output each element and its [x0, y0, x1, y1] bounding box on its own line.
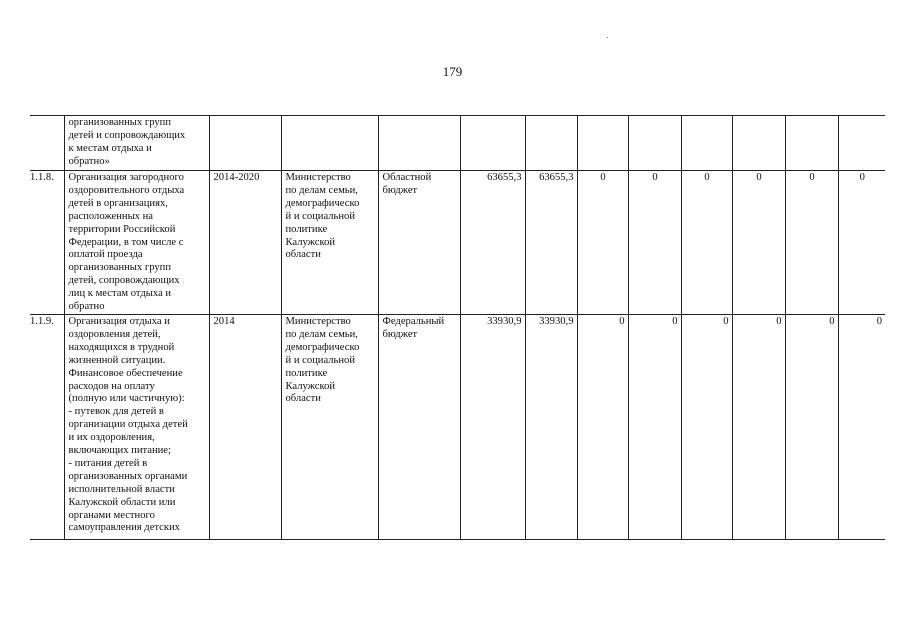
cell-2016: 0: [628, 314, 681, 539]
cell-num: 1.1.9.: [30, 314, 64, 539]
cell-2019: [785, 116, 838, 171]
cell-2014: 63655,3: [525, 171, 577, 315]
cell-name: Организация отдыха и оздоровления детей, находящихся в трудной жизненной ситуации. Финансовое обеспечение расходов на оплату (полную или частичную): - путевок для детей в организации отдыха детей и их оздоровления, включающих питание; - питания детей в организованных органами исполнительной власти Калужской области или органами местного самоуправления детских: [64, 314, 209, 539]
cell-source: Областной бюджет: [378, 171, 460, 315]
page-number: 179: [442, 64, 463, 79]
cell-num: 1.1.8.: [30, 171, 64, 315]
cell-2018: 0: [732, 171, 785, 315]
cell-name: организованных групп детей и сопровождающих к местам отдыха и обратно»: [64, 116, 209, 171]
cell-2020: 0: [838, 314, 885, 539]
cell-2017: [681, 116, 732, 171]
cell-period: [209, 116, 281, 171]
cell-source: [378, 116, 460, 171]
cell-2018: [732, 116, 785, 171]
cell-total: [460, 116, 525, 171]
cell-2014: [525, 116, 577, 171]
scan-speck: [607, 37, 608, 38]
cell-2019: 0: [785, 171, 838, 315]
cell-executor: Министерство по делам семьи, демографическо й и социальной политике Калужской области: [281, 314, 378, 539]
cell-2016: 0: [628, 171, 681, 315]
cell-total: 33930,9: [460, 314, 525, 539]
table-row: [30, 171, 885, 315]
cell-name: Организация загородного оздоровительного отдыха детей в организациях, расположенных на территории Российской Федерации, в том числе с оплатой проезда организованных групп детей, сопровождающих лиц к местам отдыха и обратно: [64, 171, 209, 315]
cell-2015: 0: [577, 314, 628, 539]
cell-total: 63655,3: [460, 171, 525, 315]
cell-2015: 0: [577, 171, 628, 315]
program-table: [30, 115, 885, 540]
cell-num: [30, 116, 64, 171]
cell-executor: [281, 116, 378, 171]
cell-2019: 0: [785, 314, 838, 539]
table-row: [30, 314, 885, 539]
cell-2020: 0: [838, 171, 885, 315]
cell-2020: [838, 116, 885, 171]
cell-2014: 33930,9: [525, 314, 577, 539]
cell-2016: [628, 116, 681, 171]
cell-2015: [577, 116, 628, 171]
cell-2017: 0: [681, 314, 732, 539]
cell-executor: Министерство по делам семьи, демографическо й и социальной политике Калужской области: [281, 171, 378, 315]
cell-period: 2014: [209, 314, 281, 539]
cell-period: 2014-2020: [209, 171, 281, 315]
cell-2017: 0: [681, 171, 732, 315]
table-row: [30, 116, 885, 171]
cell-2018: 0: [732, 314, 785, 539]
cell-source: Федеральный бюджет: [378, 314, 460, 539]
